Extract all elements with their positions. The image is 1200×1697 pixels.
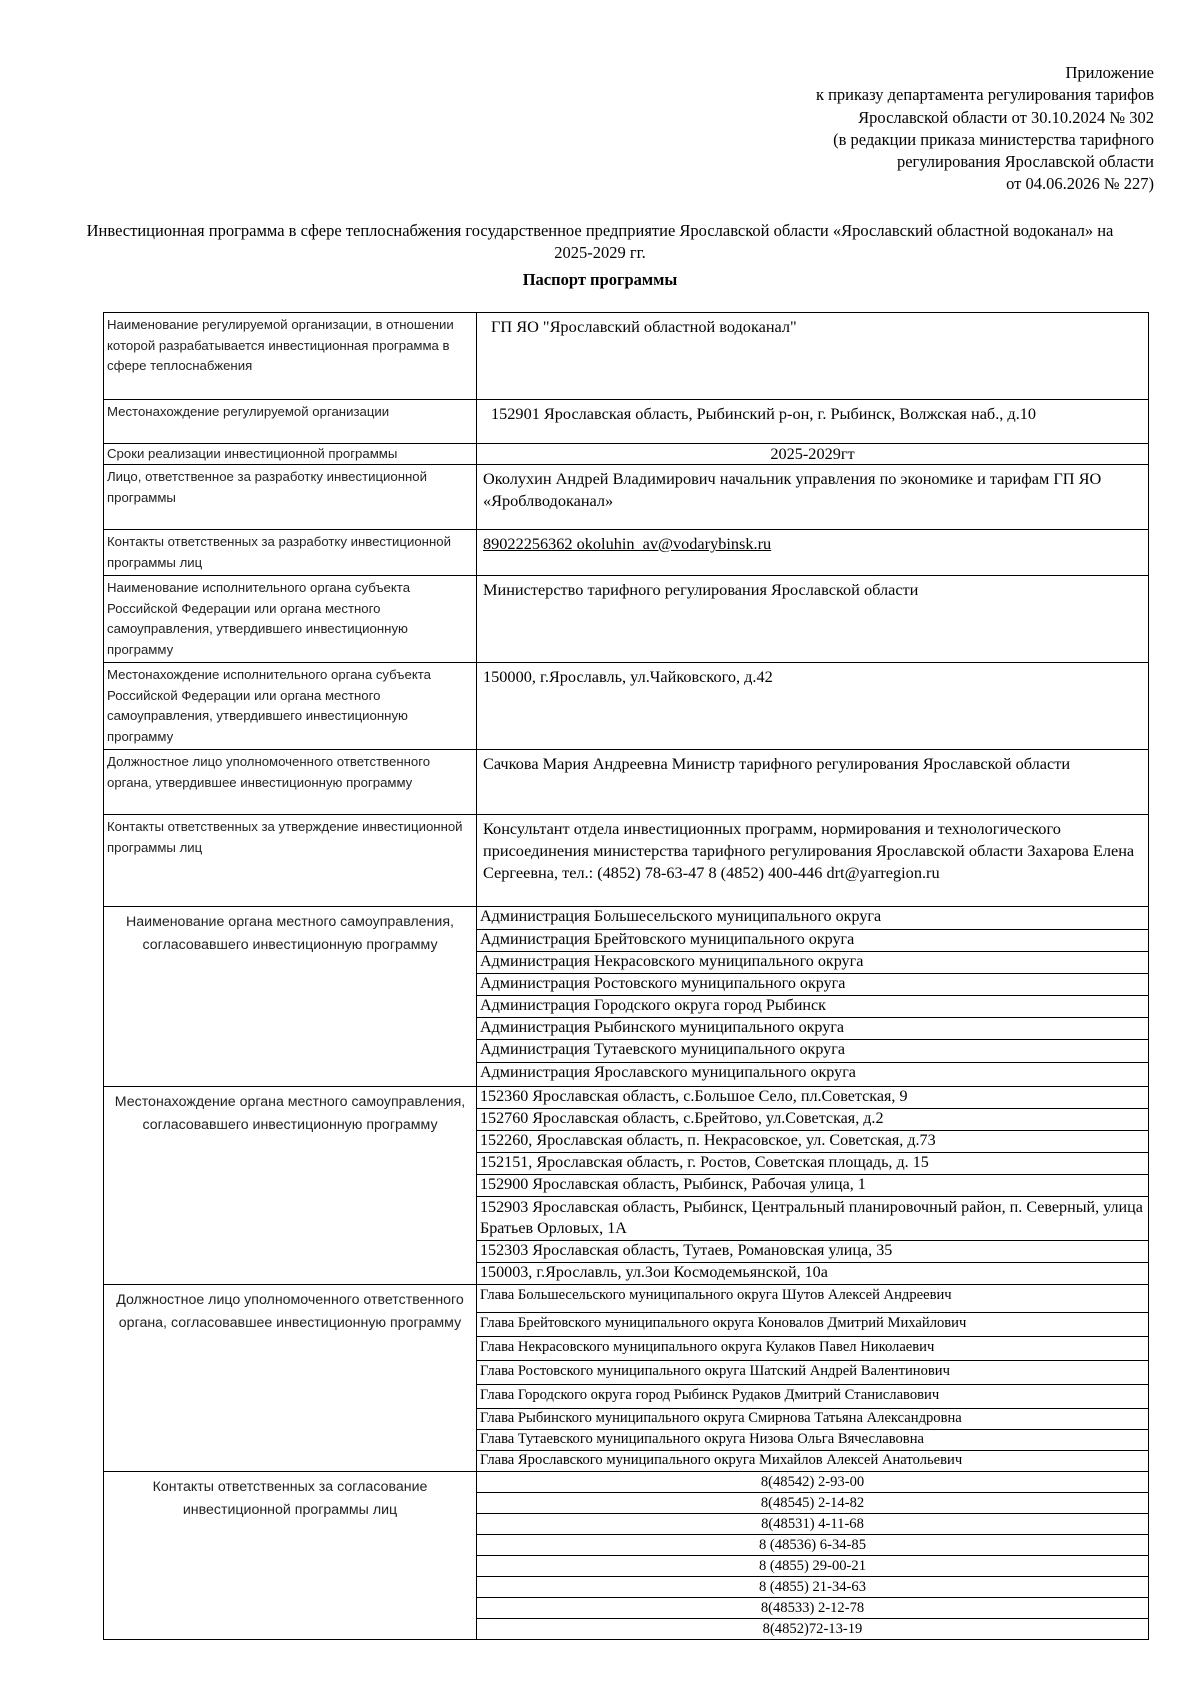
phone-number: 8 (4855) 21-34-63	[477, 1577, 1149, 1598]
list-item: 152760 Ярославская область, с.Брейтово, ул.Советская, д.2	[477, 1109, 1149, 1131]
row-label: Местонахождение исполнительного органа субъекта Российской Федерации или органа местного самоуправления, утвердившего инвестиционную программу	[104, 663, 477, 750]
header-line: Приложение	[1065, 63, 1154, 82]
list-item: Администрация Некрасовского муниципального округа	[477, 952, 1149, 974]
list-item: 152303 Ярославская область, Тутаев, Романовская улица, 35	[477, 1241, 1149, 1263]
list-item: 152900 Ярославская область, Рыбинск, Рабочая улица, 1	[477, 1175, 1149, 1197]
row-label: Местонахождение регулируемой организации	[104, 400, 477, 444]
list-item: Администрация Тутаевского муниципального округа	[477, 1040, 1149, 1063]
row-label: Контакты ответственных за утверждение инвестиционной программы лиц	[104, 815, 477, 907]
phone-number: 8(48542) 2-93-00	[477, 1472, 1149, 1493]
passport-heading: Паспорт программы	[522, 270, 678, 289]
phone-number: 8(48533) 2-12-78	[477, 1598, 1149, 1619]
table-row	[104, 444, 1149, 465]
row-value: 150000, г.Ярославль, ул.Чайковского, д.42	[477, 663, 1149, 750]
row-label: Местонахождение органа местного самоуправления, согласовавшего инвестиционную программу	[104, 1087, 477, 1285]
header-line: от 04.06.2026 № 227)	[1006, 174, 1154, 194]
row-label: Наименование регулируемой организации, в отношении которой разрабатывается инвестиционная программа в сфере теплоснабжения	[104, 313, 477, 400]
contact-link[interactable]: 89022256362 okoluhin_av@vodarybinsk.ru	[477, 530, 1149, 576]
list-item: Глава Брейтовского муниципального округа Коновалов Дмитрий Михайлович	[477, 1313, 1149, 1337]
table-row	[104, 530, 1149, 576]
phone-number: 8(48531) 4-11-68	[477, 1514, 1149, 1535]
phone-number: 8 (48536) 6-34-85	[477, 1535, 1149, 1556]
list-item: Глава Рыбинского муниципального округа Смирнова Татьяна Александровна	[477, 1409, 1149, 1430]
header-line: к приказу департамента регулирования тарифов	[815, 85, 1154, 105]
passport-table	[103, 312, 1149, 1640]
table-row	[104, 1472, 1149, 1493]
list-item: Глава Большесельского муниципального округа Шутов Алексей Андреевич	[477, 1285, 1149, 1313]
row-label: Лицо, ответственное за разработку инвестиционной программы	[104, 465, 477, 530]
row-label: Наименование исполнительного органа субъекта Российской Федерации или органа местного самоуправления, утвердившего инвестиционную программу	[104, 576, 477, 663]
header-line: (в редакции приказа министерства тарифного	[833, 129, 1154, 149]
row-value: ГП ЯО "Ярославский областной водоканал"	[477, 313, 1149, 400]
list-item: 152151, Ярославская область, г. Ростов, Советская площадь, д. 15	[477, 1153, 1149, 1175]
table-row	[104, 1087, 1149, 1109]
row-value: Сачкова Мария Андреевна Министр тарифного регулирования Ярославской области	[477, 750, 1149, 815]
list-item: Глава Ростовского муниципального округа Шатский Андрей Валентинович	[477, 1361, 1149, 1385]
row-label: Сроки реализации инвестиционной программы	[104, 444, 477, 465]
table-row	[104, 1285, 1149, 1313]
table-row	[104, 907, 1149, 930]
row-value: 152901 Ярославская область, Рыбинский р-он, г. Рыбинск, Волжская наб., д.10	[477, 400, 1149, 444]
table-row	[104, 663, 1149, 750]
list-item: 152903 Ярославская область, Рыбинск, Центральный планировочный район, п. Северный, улица Братьев Орловых, 1А	[477, 1197, 1149, 1241]
table-row	[104, 815, 1149, 907]
table-row	[104, 576, 1149, 663]
phone-number: 8(48545) 2-14-82	[477, 1493, 1149, 1514]
row-label: Наименование органа местного самоуправления, согласовавшего инвестиционную программу	[104, 907, 477, 1087]
list-item: 152360 Ярославская область, с.Большое Село, пл.Советская, 9	[477, 1087, 1149, 1109]
table-row	[104, 750, 1149, 815]
row-label: Должностное лицо уполномоченного ответственного органа, утвердившее инвестиционную программу	[104, 750, 477, 815]
table-row	[104, 465, 1149, 530]
row-value: Министерство тарифного регулирования Ярославской области	[477, 576, 1149, 663]
list-item: Глава Городского округа город Рыбинск Рудаков Дмитрий Станиславович	[477, 1385, 1149, 1409]
row-label: Контакты ответственных за согласование инвестиционной программы лиц	[104, 1472, 477, 1640]
list-item: Администрация Брейтовского муниципального округа	[477, 930, 1149, 952]
list-item: Администрация Городского округа город Рыбинск	[477, 996, 1149, 1018]
table-row	[104, 400, 1149, 444]
list-item: 150003, г.Ярославль, ул.Зои Космодемьянской, 10а	[477, 1263, 1149, 1285]
list-item: 152260, Ярославская область, п. Некрасовское, ул. Советская, д.73	[477, 1131, 1149, 1153]
table-row	[104, 313, 1149, 400]
row-value: 2025-2029гт	[477, 444, 1149, 465]
row-label: Должностное лицо уполномоченного ответственного органа, согласовавшее инвестиционную программу	[104, 1285, 477, 1472]
list-item: Глава Некрасовского муниципального округа Кулаков Павел Николаевич	[477, 1337, 1149, 1361]
order-reference	[816, 62, 1154, 196]
phone-number: 8(4852)72-13-19	[477, 1619, 1149, 1640]
header-line: регулирования Ярославской области	[896, 152, 1154, 172]
row-label: Контакты ответственных за разработку инвестиционной программы лиц	[104, 530, 477, 576]
list-item: Администрация Ростовского муниципального округа	[477, 974, 1149, 996]
phone-number: 8 (4855) 29-00-21	[477, 1556, 1149, 1577]
list-item: Администрация Большесельского муниципального округа	[477, 907, 1149, 930]
list-item: Администрация Рыбинского муниципального округа	[477, 1018, 1149, 1040]
list-item: Глава Ярославского муниципального округа Михайлов Алексей Анатольевич	[477, 1451, 1149, 1472]
list-item: Глава Тутаевского муниципального округа Низова Ольга Вячеславовна	[477, 1430, 1149, 1451]
document-title: Инвестиционная программа в сфере теплоснабжения государственное предприятие Ярославской области «Ярославский областной водоканал» на 2025-2029 гг.	[86, 221, 1114, 262]
row-value: Консультант отдела инвестиционных программ, нормирования и технологического присоединения министерства тарифного регулирования Ярославской области Захарова Елена Сергеевна, тел.: (4852) 78-63-47 8 (4852) 400-446 drt@yarregion.ru	[477, 815, 1149, 907]
list-item: Администрация Ярославского муниципального округа	[477, 1063, 1149, 1087]
row-value: Околухин Андрей Владимирович начальник управления по экономике и тарифам ГП ЯО «Яроблводоканал»	[477, 465, 1149, 530]
header-line: Ярославской области от 30.10.2024 № 302	[858, 107, 1154, 127]
